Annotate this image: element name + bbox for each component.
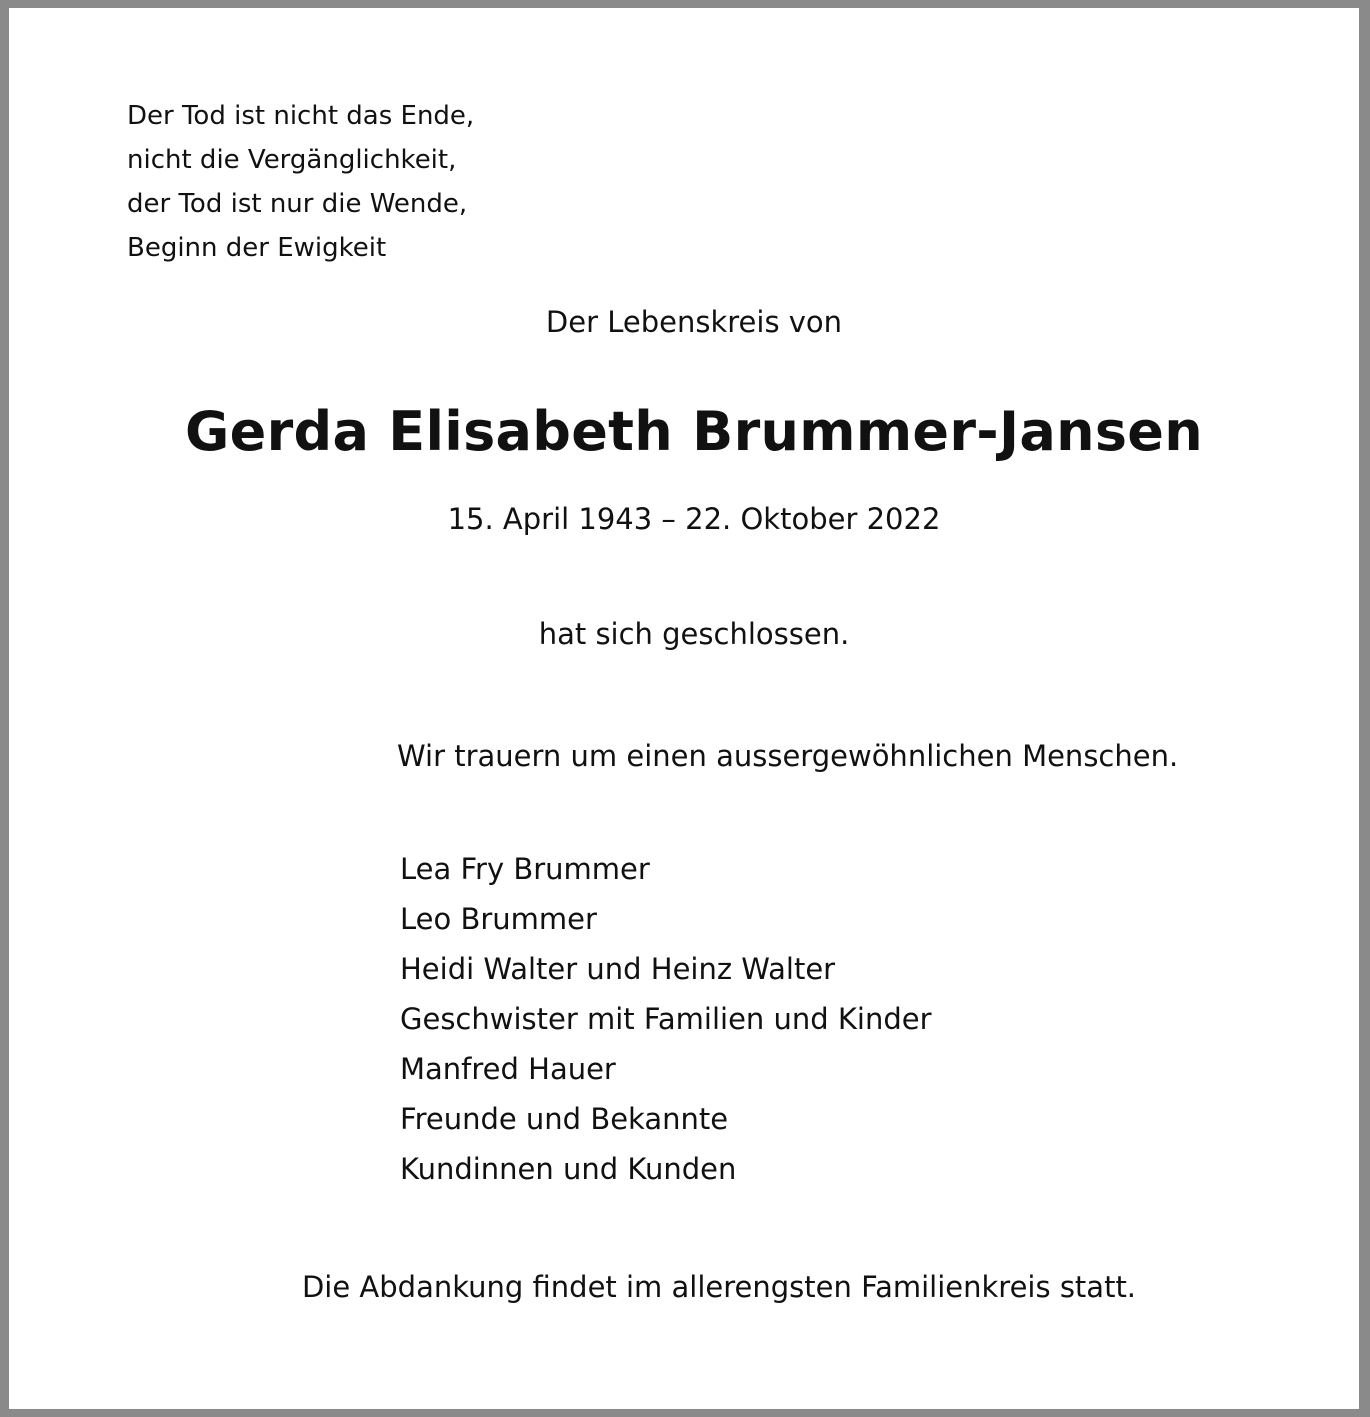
- poem-line: nicht die Vergänglichkeit,: [127, 145, 457, 175]
- poem-line: Beginn der Ewigkeit: [127, 233, 387, 263]
- mourning-statement: Wir trauern um einen aussergewöhnlichen Menschen.: [397, 739, 1179, 773]
- deceased-name: Gerda Elisabeth Brummer-Jansen: [185, 400, 1203, 463]
- life-dates: 15. April 1943 – 22. Oktober 2022: [447, 502, 941, 536]
- mourner-entry: Lea Fry Brummer: [400, 852, 650, 886]
- mourner-entry: Freunde und Bekannte: [400, 1102, 729, 1136]
- intro-text: Der Lebenskreis von: [545, 305, 843, 339]
- closing-line: hat sich geschlossen.: [538, 617, 850, 651]
- mourner-entry: Leo Brummer: [400, 902, 597, 936]
- mourner-entry: Kundinnen und Kunden: [400, 1152, 737, 1186]
- funeral-notice: Die Abdankung findet im allerengsten Familienkreis statt.: [301, 1270, 1137, 1304]
- mourner-entry: Geschwister mit Familien und Kinder: [400, 1002, 932, 1036]
- poem-line: der Tod ist nur die Wende,: [127, 189, 468, 219]
- mourners-list: [400, 844, 932, 1194]
- poem-line: Der Tod ist nicht das Ende,: [127, 101, 475, 131]
- poem: [127, 94, 474, 270]
- mourner-entry: Manfred Hauer: [400, 1052, 616, 1086]
- mourner-entry: Heidi Walter und Heinz Walter: [400, 952, 836, 986]
